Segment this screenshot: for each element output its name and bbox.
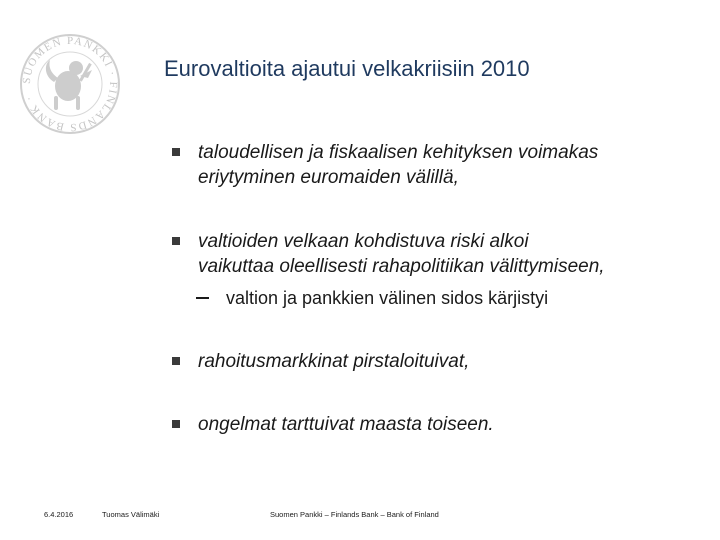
slide-title: Eurovaltioita ajautui velkakriisiin 2010 xyxy=(164,56,530,81)
bullet-line: rahoitusmarkkinat pirstaloituivat, xyxy=(198,351,470,372)
suomen-pankki-seal-logo xyxy=(18,32,122,136)
bullet-line: valtioiden velkaan kohdistuva riski alkoi xyxy=(198,231,529,252)
bullet-line: eriytyminen euromaiden välillä, xyxy=(198,167,459,188)
bullet-line: vaikuttaa oleellisesti rahapolitiikan välittymiseen, xyxy=(198,256,605,277)
bullet-line: taloudellisen ja fiskaalisen kehityksen voimakas xyxy=(198,142,599,163)
bullet-item xyxy=(172,229,712,308)
bullet-item xyxy=(172,349,712,374)
footer-date: 6.4.2016 xyxy=(44,510,74,519)
footer-organization: Suomen Pankki – Finlands Bank – Bank of Finland xyxy=(270,510,439,519)
bullet-line: ongelmat tarttuivat maasta toiseen. xyxy=(198,414,494,435)
bullet-item xyxy=(172,412,712,437)
bullet-item xyxy=(172,140,712,190)
sub-bullet-text: valtion ja pankkien välinen sidos kärjistyi xyxy=(226,288,549,308)
square-bullet-icon xyxy=(172,148,180,156)
sub-bullet-item xyxy=(196,286,696,310)
square-bullet-icon xyxy=(172,420,180,428)
dash-bullet-icon xyxy=(196,297,209,299)
footer-author: Tuomas Välimäki xyxy=(102,510,160,519)
lion-icon xyxy=(46,60,92,110)
seal-ring-text: SUOMEN PANKKI · FINLANDS BANK · xyxy=(20,34,120,134)
square-bullet-icon xyxy=(172,357,180,365)
square-bullet-icon xyxy=(172,237,180,245)
